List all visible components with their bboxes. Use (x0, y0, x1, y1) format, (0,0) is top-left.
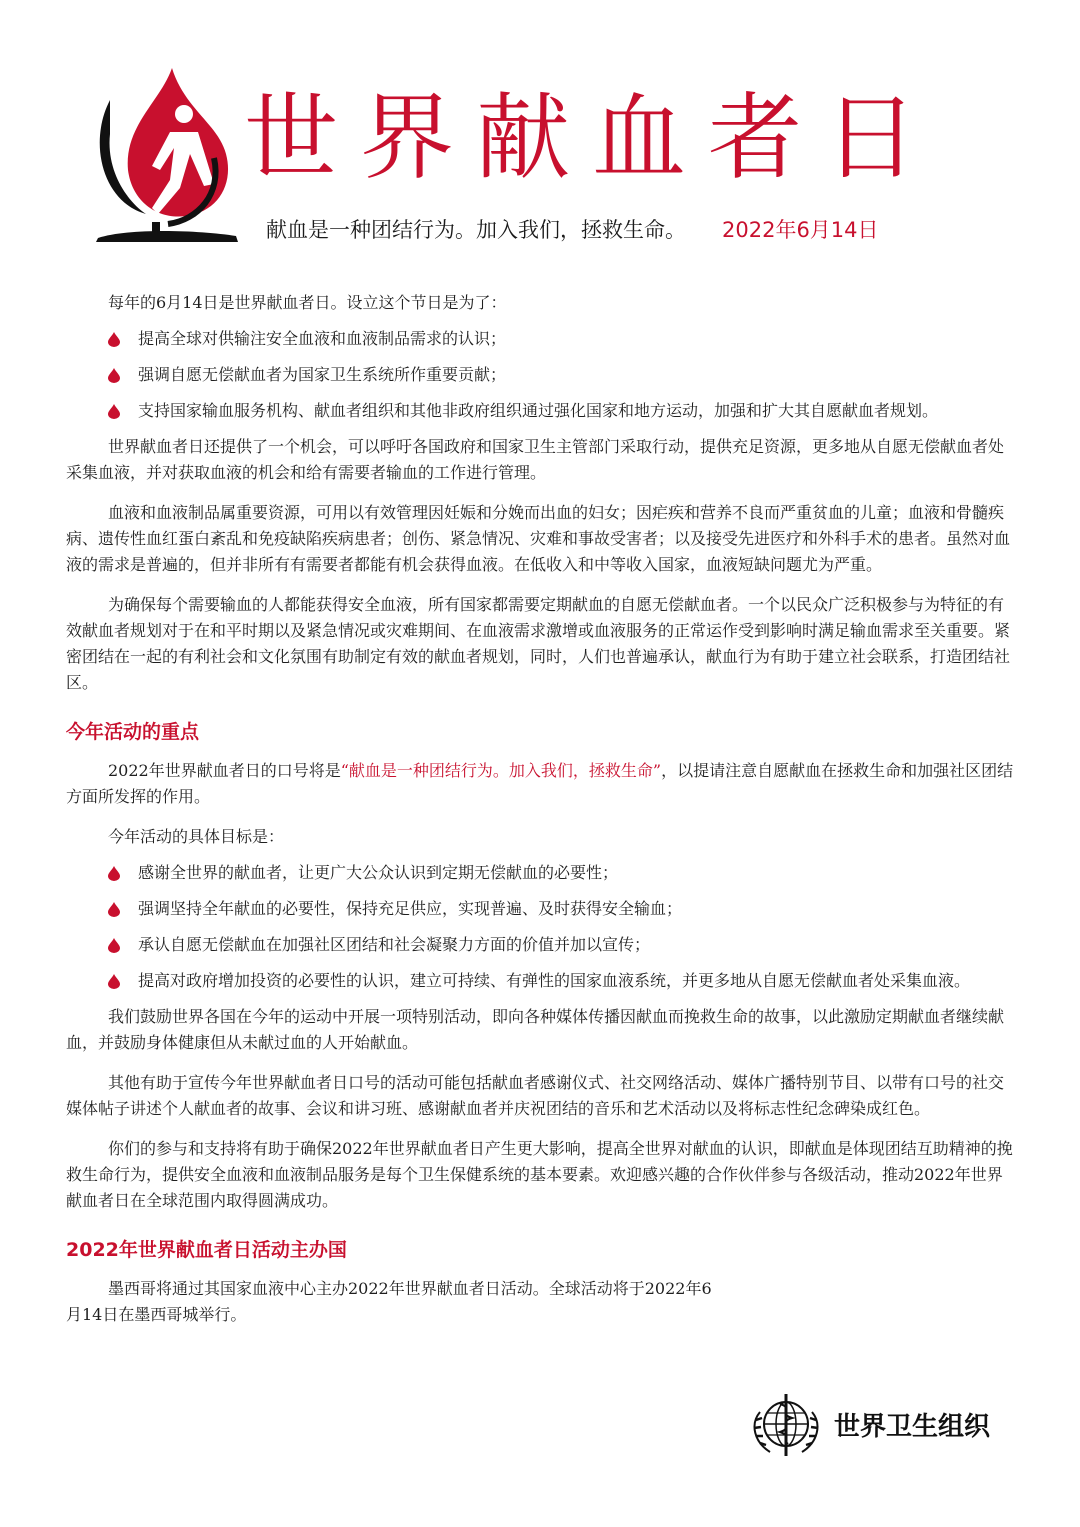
who-logo (746, 1390, 1026, 1460)
paragraph: 其他有助于宣传今年世界献血者日口号的活动可能包括献血者感谢仪式、社交网络活动、媒体广播特别节目、以带有口号的社交媒体帖子讲述个人献血者的故事、会议和讲习班、感谢献血者并庆祝团结的音乐和艺术活动以及将标志性纪念碑染成红色。 (66, 1073, 1005, 1118)
section-heading-host: 2022年世界献血者日活动主办国 (66, 1239, 347, 1261)
who-emblem-icon (746, 1390, 826, 1460)
main-content (66, 290, 1016, 1342)
slogan-highlight: “献血是一种团结行为。加入我们，拯救生命” (340, 761, 662, 780)
blood-drop-icon (108, 866, 120, 881)
list-item-text: 提高全球对供输注安全血液和血液制品需求的认识； (138, 329, 507, 348)
list-item (66, 932, 1016, 958)
slogan-tail: ，以提请注意自愿献血在拯救生命和加强社区团结方面所发挥的作用。 (66, 761, 1014, 806)
blood-drop-icon (108, 404, 120, 419)
list-item-text: 承认自愿无偿献血在加强社区团结和社会凝聚力方面的价值并加以宣传； (138, 935, 651, 954)
list-item-text: 强调坚持全年献血的必要性，保持充足供应，实现普遍、及时获得安全输血； (138, 899, 683, 918)
section-heading-focus: 今年活动的重点 (66, 721, 200, 743)
slogan-paragraph (66, 758, 1016, 810)
paragraph: 血液和血液制品属重要资源，可用以有效管理因妊娠和分娩而出血的妇女；因疟疾和营养不良而严重贫血的儿童；血液和骨髓疾病、遗传性血红蛋白紊乱和免疫缺陷疾病患者；创伤、紧急情况、灾难和事故受害者；以及接受先进医疗和外科手术的患者。虽然对血液的需求是普遍的，但并非所有有需要者都能有机会获得血液。在低收入和中等收入国家，血液短缺问题尤为严重。 (66, 503, 1011, 574)
paragraph: 世界献血者日还提供了一个机会，可以呼吁各国政府和国家卫生主管部门采取行动，提供充足资源，更多地从自愿无偿献血者处采集血液，并对获取血液的机会和给有需要者输血的工作进行管理。 (66, 437, 1005, 482)
list-item-text: 感谢全世界的献血者，让更广大公众认识到定期无偿献血的必要性； (138, 863, 619, 882)
goals-list (66, 860, 1016, 994)
paragraph: 我们鼓励世界各国在今年的运动中开展一项特别活动，即向各种媒体传播因献血而挽救生命的故事，以此激励定期献血者继续献血，并鼓励身体健康但从未献过血的人开始献血。 (66, 1007, 1005, 1052)
host-paragraph: 墨西哥将通过其国家血液中心主办2022年世界献血者日活动。全球活动将于2022年6月14日在墨西哥城举行。 (66, 1279, 712, 1324)
page-title: 世界献血者日 (244, 84, 941, 193)
blood-drop-icon (108, 368, 120, 383)
list-item (66, 398, 1016, 424)
slogan-lead: 2022年世界献血者日的口号将是 (108, 761, 341, 780)
list-item (66, 860, 1016, 886)
list-item (66, 326, 1016, 352)
blood-drop-icon (108, 902, 120, 917)
list-item (66, 362, 1016, 388)
list-item-text: 提高对政府增加投资的必要性的认识，建立可持续、有弹性的国家血液系统，并更多地从自愿无偿献血者处采集血液。 (138, 971, 971, 990)
event-date: 2022年6月14日 (722, 218, 879, 242)
who-name: 世界卫生组织 (834, 1412, 991, 1442)
header (0, 0, 1080, 260)
goals-intro: 今年活动的具体目标是： (108, 827, 285, 846)
world-blood-donor-day-logo (88, 62, 248, 244)
purpose-list (66, 326, 1016, 424)
paragraph: 为确保每个需要输血的人都能获得安全血液，所有国家都需要定期献血的自愿无偿献血者。一个以民众广泛积极参与为特征的有效献血者规划对于在和平时期以及紧急情况或灾难期间、在血液需求激增或血液服务的正常运作受到影响时满足输血需求至关重要。紧密团结在一起的有利社会和文化氛围有助制定有效的献血者规划，同时，人们也普遍承认，献血行为有助于建立社会联系，打造团结社区。 (66, 595, 1011, 692)
blood-drop-icon (108, 938, 120, 953)
paragraph: 你们的参与和支持将有助于确保2022年世界献血者日产生更大影响，提高全世界对献血的认识，即献血是体现团结互助精神的挽救生命行为，提供安全血液和血液制品服务是每个卫生保健系统的基本要素。欢迎感兴趣的合作伙伴参与各级活动，推动2022年世界献血者日在全球范围内取得圆满成功。 (66, 1139, 1013, 1210)
list-item-text: 强调自愿无偿献血者为国家卫生系统所作重要贡献； (138, 365, 507, 384)
list-item-text: 支持国家输血服务机构、献血者组织和其他非政府组织通过强化国家和地方运动，加强和扩大其自愿献血者规划。 (138, 401, 939, 420)
blood-drop-icon (108, 332, 120, 347)
intro-paragraph: 每年的6月14日是世界献血者日。设立这个节日是为了： (108, 293, 507, 312)
blood-drop-icon (108, 974, 120, 989)
list-item (66, 896, 1016, 922)
list-item (66, 968, 1016, 994)
slogan-subtitle: 献血是一种团结行为。加入我们，拯救生命。 (266, 218, 686, 242)
